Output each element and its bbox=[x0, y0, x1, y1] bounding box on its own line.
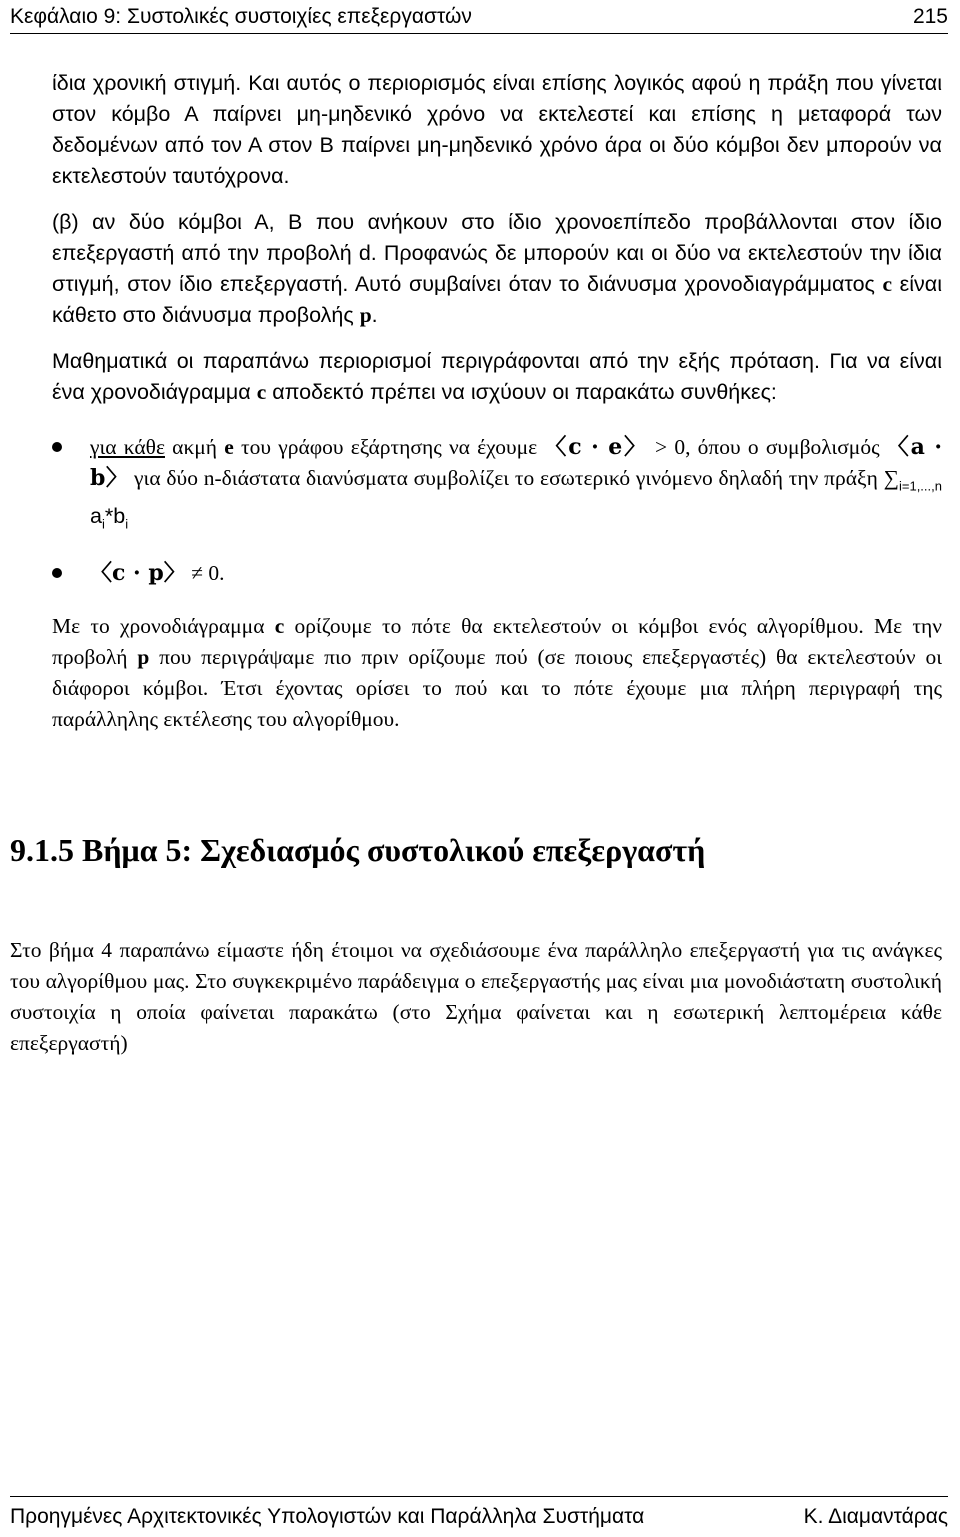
vector-p: p bbox=[137, 644, 150, 669]
page-number: 215 bbox=[912, 4, 948, 28]
paragraph-1: ίδια χρονική στιγμή. Και αυτός ο περιορισμός είναι επίσης λογικός αφού η πράξη που γίνεται στον κόμβο Α παίρνει μη-μηδενικό χρόνο να εκτελεστεί και επίσης η μεταφορά των δεδομένων από τον Α στον Β παίρνει μη-μηδενικό χρόνο άρα οι δύο κόμβοι δεν μπορούν να εκτελεστούν ταυτόχρονα. bbox=[52, 71, 942, 188]
paragraph-4: Με το χρονοδιάγραμμα c ορίζουμε το πότε θα εκτελεστούν οι κόμβοι ενός αλγορίθμου. Με την προβολή p που περιγράψαμε πιο πριν ορίζουμε πού (σε ποιους επεξεργαστές) θα εκτελεστούν οι διάφοροι κόμβοι. Έτσι έχοντας ορίσει το πού και το πότε έχουμε μια πλήρη περιγραφή της παράλληλης εκτέλεσης του αλγορίθμου. bbox=[52, 613, 942, 731]
vector-e: e bbox=[224, 435, 234, 459]
vector-c: c bbox=[882, 272, 893, 296]
page-header bbox=[10, 0, 948, 34]
inner-product-ce: 〈c · e〉 bbox=[544, 434, 648, 460]
page-footer bbox=[10, 1496, 948, 1537]
section-heading: 9.1.5 Βήμα 5: Σχεδιασμός συστολικού επεξεργαστή bbox=[10, 832, 706, 868]
condition-list bbox=[52, 432, 942, 589]
paragraph-3: Μαθηματικά οι παραπάνω περιορισμοί περιγράφονται από την εξής πρόταση. Για να είναι ένα χρονοδιάγραμμα c αποδεκτό πρέπει να ισχύουν οι παρακάτω συνθήκες: bbox=[52, 349, 942, 404]
condition-item-2: 〈c · p〉 ≠ 0. bbox=[52, 558, 942, 589]
vector-p: p bbox=[359, 303, 372, 327]
book-title: Προηγμένες Αρχιτεκτονικές Υπολογιστών και Παράλληλα Συστήματα bbox=[10, 1505, 645, 1528]
inner-product-ab: 〈a · b〉 bbox=[90, 434, 943, 491]
sum-symbol: ∑ bbox=[883, 466, 899, 490]
body-text bbox=[52, 68, 942, 735]
vector-c: c bbox=[274, 613, 285, 638]
author-name: Κ. Διαμαντάρας bbox=[803, 1505, 948, 1528]
chapter-title: Κεφάλαιο 9: Συστολικές συστοιχίες επεξεργαστών bbox=[10, 4, 472, 28]
condition-item-1: για κάθε ακμή e του γράφου εξάρτησης να έχουμε 〈c · e〉 > 0, όπου ο συμβολισμός 〈a · b〉 για δύο n-διάστατα διανύσματα συμβολίζει το εσωτερικό γινόμενο δηλαδή την πράξη $\sum_{i=1,...,n}$ $a_i*b_i$ bbox=[52, 432, 942, 540]
paragraph-2: (β) αν δύο κόμβοι Α, Β που ανήκουν στο ίδιο χρονοεπίπεδο προβάλλονται στον ίδιο επεξεργαστή από την προβολή d. Προφανώς δε μπορούν και οι δύο να εκτελεστούν την ίδια στιγμή, στον ίδιο επεξεργαστή. Αυτό συμβαίνει όταν το διάνυσμα χρονοδιαγράμματος c είναι κάθετο στο διάνυσμα προβολής p. bbox=[52, 210, 942, 327]
section-paragraph: Στο βήμα 4 παραπάνω είμαστε ήδη έτοιμοι να σχεδιάσουμε ένα παράλληλο επεξεργαστή για τις ανάγκες του αλγορίθμου μας. Στο συγκεκριμένο παράδειγμα ο επεξεργαστής μας είναι μια μονοδιάστατη συστολική συστοιχία η οποία φαίνεται παρακάτω (στο Σχήμα φαίνεται και η εσωτερική λεπτομέρεια κάθε επεξεργαστή) bbox=[10, 938, 942, 1055]
vector-c: c bbox=[256, 380, 267, 404]
inner-product-cp: 〈c · p〉 bbox=[90, 559, 186, 586]
